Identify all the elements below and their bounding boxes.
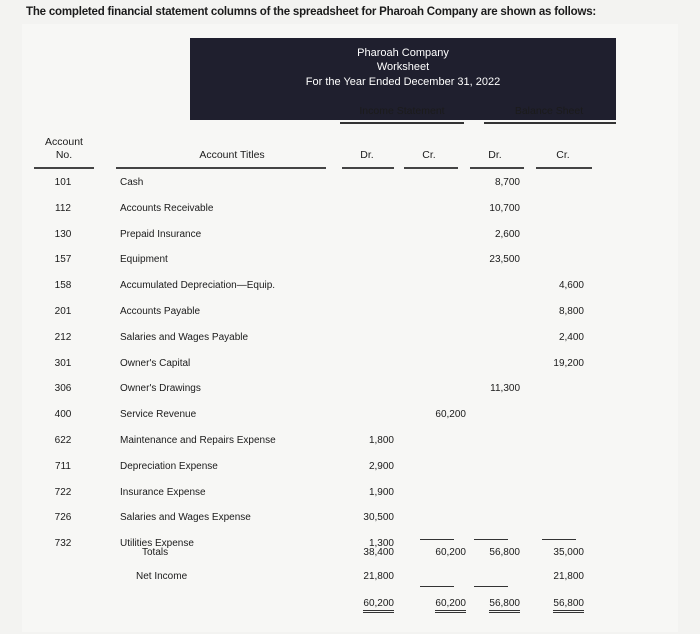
row-no: 112 (55, 202, 71, 214)
table-row (22, 382, 678, 408)
row-is-cr: 60,200 (435, 409, 466, 421)
table-row (22, 434, 678, 460)
table-row (22, 460, 678, 486)
income-statement-header: Income Statement (359, 105, 445, 117)
row-title: Service Revenue (120, 409, 197, 421)
row-title: Salaries and Wages Payable (120, 331, 249, 343)
table-row (22, 228, 678, 254)
row-is-dr: 1,900 (368, 486, 394, 498)
net-income-is-dr: 21,800 (363, 571, 394, 582)
is-dr-header: Dr. (360, 149, 374, 161)
final-bs-cr: 56,800 (530, 597, 584, 611)
table-row (22, 279, 678, 305)
totals-is-cr-line (420, 539, 454, 540)
row-title: Cash (120, 177, 144, 188)
account-no-header-2: No. (55, 149, 73, 161)
is-dr-underline (342, 167, 394, 169)
row-title: Owner's Capital (120, 357, 191, 369)
table-row (22, 511, 678, 537)
bs-cr-underline (536, 167, 592, 169)
row-title: Equipment (120, 254, 168, 266)
row-no: 722 (54, 486, 72, 498)
is-cr-header: Cr. (422, 149, 436, 161)
totals-bs-cr: 35,000 (553, 547, 584, 558)
table-row (22, 408, 678, 434)
table-row (22, 331, 678, 357)
row-no: 726 (54, 512, 72, 524)
balance-sheet-header: Balance Sheet (514, 105, 584, 117)
row-no: 157 (54, 254, 72, 266)
row-no: 400 (54, 409, 72, 421)
totals-is-cr: 60,200 (435, 547, 466, 558)
row-bs-dr: 23,500 (489, 254, 520, 266)
bs-cr-header: Cr. (556, 149, 570, 161)
final-is-dr: 60,200 (340, 597, 394, 611)
account-no-header-1: Account (45, 136, 83, 148)
row-no: 711 (55, 460, 71, 472)
row-title: Insurance Expense (120, 486, 206, 498)
row-is-dr: 1,300 (368, 538, 394, 550)
titles-underline (116, 167, 326, 169)
table-row (22, 486, 678, 512)
net-income-is-cr-line (420, 586, 454, 587)
row-title: Accounts Receivable (120, 202, 214, 214)
row-no: 732 (54, 538, 72, 550)
row-title: Accumulated Depreciation—Equip. (120, 280, 276, 292)
row-bs-cr: 2,400 (558, 331, 584, 343)
row-no: 301 (54, 357, 72, 369)
balance-sheet-underline (484, 122, 616, 124)
row-title: Utilities Expense (120, 538, 194, 550)
row-bs-dr: 11,300 (490, 383, 520, 395)
row-bs-cr: 8,800 (558, 306, 584, 317)
totals-bs-cr-line (542, 539, 576, 540)
income-statement-underline (340, 122, 464, 124)
row-bs-dr: 2,600 (494, 228, 520, 240)
row-is-dr: 2,900 (368, 460, 394, 472)
account-titles-header: Account Titles (199, 149, 265, 161)
final-totals-row (22, 597, 678, 623)
intro-text: The completed financial statement columns of the spreadsheet for Pharoah Company are shown as follows: (26, 6, 597, 18)
totals-bs-dr: 56,800 (489, 547, 520, 558)
row-title: Salaries and Wages Expense (120, 512, 251, 524)
final-is-cr: 60,200 (412, 597, 466, 611)
row-is-dr: 1,800 (368, 435, 394, 446)
row-bs-cr: 4,600 (558, 280, 584, 292)
bs-dr-header: Dr. (488, 149, 502, 161)
bs-dr-underline (470, 167, 524, 169)
row-no: 201 (54, 306, 72, 317)
net-income-row (22, 570, 678, 596)
table-row (22, 253, 678, 279)
row-title: Accounts Payable (120, 306, 201, 317)
table-row (22, 357, 678, 383)
net-income-bs-dr-line (474, 586, 508, 587)
worksheet-period: For the Year Ended December 31, 2022 (305, 76, 501, 88)
row-bs-cr: 19,200 (553, 357, 584, 369)
net-income-bs-cr: 21,800 (553, 571, 584, 582)
row-no: 101 (54, 177, 72, 188)
row-title: Prepaid Insurance (120, 228, 202, 240)
is-cr-underline (404, 167, 458, 169)
account-no-underline (34, 167, 94, 169)
row-title: Owner's Drawings (120, 383, 201, 395)
row-no: 158 (54, 280, 72, 292)
totals-bs-dr-line (474, 539, 508, 540)
table-row (22, 176, 678, 202)
row-is-dr: 30,500 (363, 512, 394, 524)
row-no: 622 (54, 435, 72, 446)
final-bs-dr: 56,800 (466, 597, 520, 611)
totals-row (22, 546, 678, 572)
row-title: Depreciation Expense (120, 460, 218, 472)
table-row (22, 202, 678, 228)
worksheet (22, 24, 678, 632)
company-name: Pharoah Company (357, 47, 449, 59)
row-bs-dr: 10,700 (489, 202, 520, 214)
totals-is-dr: 38,400 (363, 547, 394, 558)
row-title: Maintenance and Repairs Expense (120, 435, 276, 446)
row-no: 306 (54, 383, 72, 395)
row-no: 212 (54, 331, 72, 343)
worksheet-title: Worksheet (376, 61, 430, 73)
totals-label: Totals (142, 547, 169, 558)
row-bs-dr: 8,700 (494, 177, 520, 188)
net-income-label: Net Income (136, 571, 188, 582)
table-row (22, 305, 678, 331)
row-no: 130 (54, 228, 72, 240)
